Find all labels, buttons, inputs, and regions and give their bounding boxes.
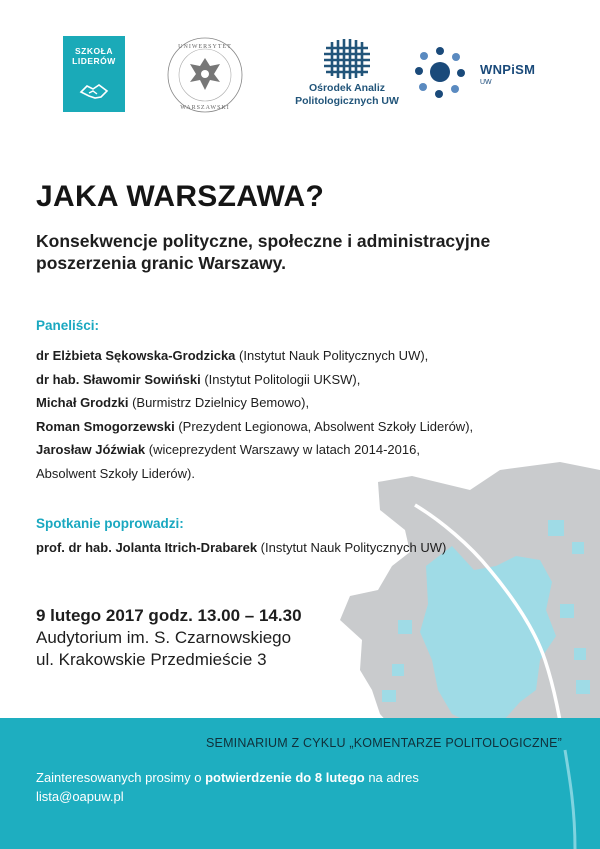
contact-info [36,768,419,806]
contact-email[interactable]: lista@oapuw.pl [36,789,124,804]
wnpism-sub: UW [480,79,492,86]
panelist-item [36,438,473,462]
contact-post: na adres [364,770,419,785]
panelist-name: dr Elżbieta Sękowska-Grodzicka [36,348,236,363]
event-details [36,605,302,671]
oap-line2: Politologicznych UW [295,95,399,107]
panelists-label: Paneliści: [36,318,100,333]
panelists-list [36,344,473,485]
page-title: JAKA WARSZAWA? [36,180,325,213]
series-banner-text [0,736,600,750]
event-place: Audytorium im. S. Czarnowskiego [36,628,292,647]
panelist-item [36,368,473,392]
svg-text:WARSZAWSKI: WARSZAWSKI [180,105,230,111]
map-marker [572,542,584,554]
svg-text:UNIWERSYTET: UNIWERSYTET [178,44,232,50]
panelist-affiliation: (Instytut Nauk Politycznych UW), [235,348,429,363]
contact-line [36,768,419,787]
moderator-line [36,540,446,555]
panelist-affiliation: (Instytut Politologii UKSW), [200,371,361,387]
wnpism-people-circle-logo [412,42,472,102]
panelist-continuation: Absolwent Szkoły Liderów). [36,465,195,481]
map-marker [560,604,574,618]
panelist-affiliation: (Prezydent Legionowa, Absolwent Szkoły Liderów), [174,418,474,434]
map-marker [574,648,586,660]
contact-pre: Zainteresowanych prosimy o [36,770,206,785]
moderator-affiliation: (Instytut Nauk Politycznych UW) [257,540,447,555]
handshake-icon [79,80,109,102]
event-date: 9 lutego 2017 godz. 13.00 – 14.30 [36,606,302,625]
series-text: SEMINARIUM Z CYKLU „KOMENTARZE POLITOLOGICZNE” [206,736,562,750]
moderator-label: Spotkanie poprowadzi: [36,516,184,531]
subtitle: Konsekwencje polityczne, społeczne i administracyjne poszerzenia granic Warszawy. [36,231,491,273]
szkola-liderow-text: SZKOŁA LIDERÓW [72,46,116,66]
map-marker [576,680,590,694]
panelist-affiliation: (Burmistrz Dzielnicy Bemowo), [128,395,310,410]
map-marker [398,620,412,634]
panelist-item [36,344,473,368]
contact-deadline: potwierdzenie do 8 lutego [205,770,365,785]
event-address: ul. Krakowskie Przedmieście 3 [36,650,267,669]
map-marker [548,520,564,536]
oap-line1: Ośrodek Analiz [308,82,386,94]
panelist-name: Roman Smogorzewski [36,418,175,434]
moderator-name: prof. dr hab. Jolanta Itrich-Drabarek [36,540,258,555]
map-marker [392,664,404,676]
map-marker [382,690,396,702]
szkola-liderow-logo [63,36,125,112]
panelist-item [36,415,473,439]
wnpism-name: WNPiSM [480,62,536,77]
panelist-affiliation: (wiceprezydent Warszawy w latach 2014-2016, [145,442,420,457]
oap-logo-text [292,82,402,108]
uw-eagle-seal-logo [166,36,244,114]
panelist-name: Michał Grodzki [36,395,129,410]
oap-uw-grid-logo [294,36,404,126]
panelist-name: Jarosław Jóźwiak [36,442,146,457]
panelist-item [36,391,473,415]
panelist-name: dr hab. Sławomir Sowiński [36,371,201,387]
